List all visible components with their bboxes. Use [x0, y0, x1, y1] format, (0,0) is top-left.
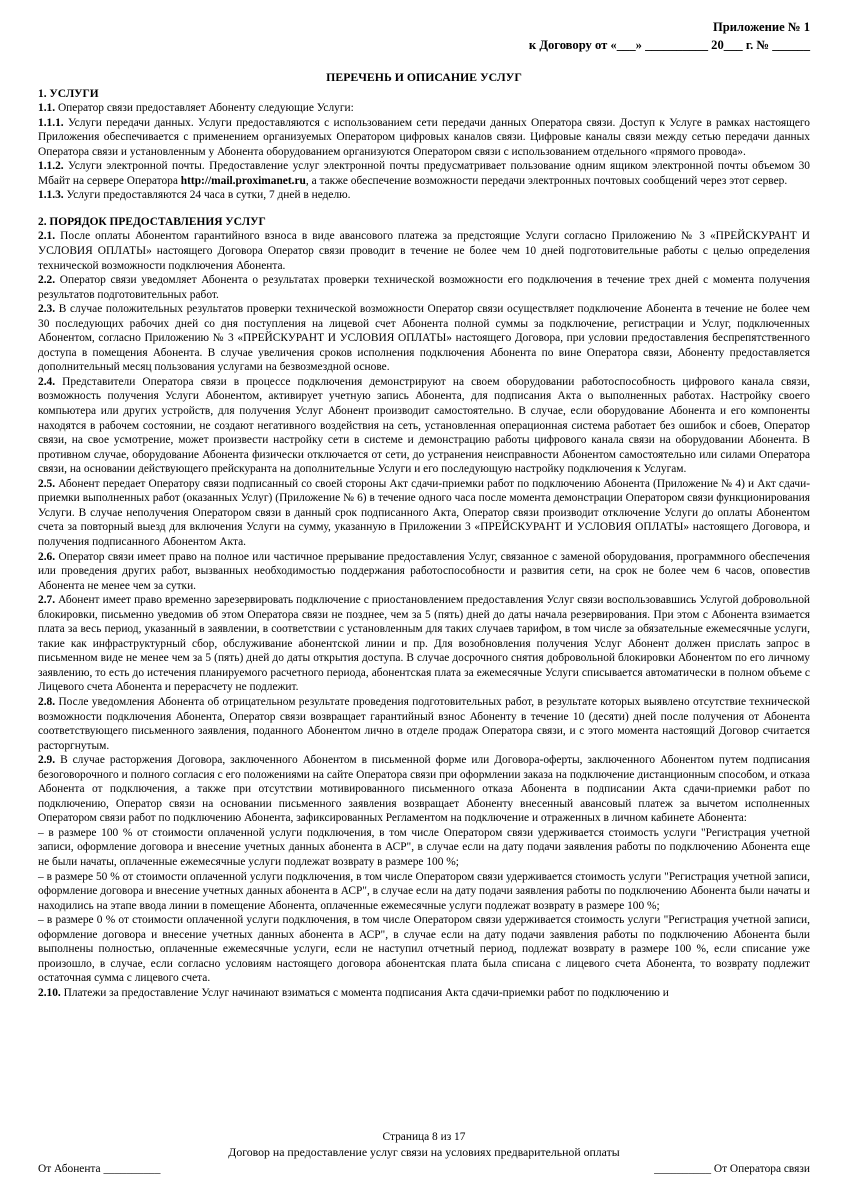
clause-2-5 — [38, 477, 810, 550]
clause-2-9 — [38, 753, 810, 826]
clause-number: 2.9. — [38, 754, 56, 767]
clause-text: Представители Оператора связи в процессе подключения демонстрируют на своем оборудовании работоспособность цифрового канала связи, возможность получения Услуги Абонентом, активирует учетную запись Абонента, для подписания Акта о выполненных работах. Настройку своего компьютера или других устройств, для получения Услуг Абонент производит самостоятельно. В случае, если оборудование Абонента и его компоненты находятся в рабочем состоянии, не создают негативного воздействия на сеть, установленная операционная система работает без ошибок и сбоев, Оператор связи, на свое усмотрение, может произвести настройку сети в системе и демонстрацию работы цифрового канала связи на оборудовании Абонента. В противном случае, оборудование Абонента физически отключается от сети, до устранения неисправности Абонентом самостоятельно или силами Оператора связи, на основании действующего прейскуранта на дополнительные Услуги и его последующую настройку подключения к Услугам. — [38, 375, 810, 476]
clause-2-3 — [38, 302, 810, 375]
document-name-footer: Договор на предоставление услуг связи на условиях предварительной оплаты — [228, 1145, 620, 1159]
clause-number: 2.5. — [38, 477, 56, 490]
clause-number: 1.1. — [38, 102, 56, 115]
section-heading-procedure: 2. ПОРЯДОК ПРЕДОСТАВЛЕНИЯ УСЛУГ — [38, 215, 266, 228]
clause-2-7 — [38, 593, 810, 695]
clause-number: 2.4. — [38, 375, 56, 388]
clause-2-6 — [38, 550, 810, 594]
document-title: ПЕРЕЧЕНЬ И ОПИСАНИЕ УСЛУГ — [326, 70, 522, 84]
operator-signature: __________ От Оператора связи — [654, 1163, 810, 1175]
clause-2-10 — [38, 986, 810, 1001]
appendix-number: Приложение № 1 — [712, 20, 810, 34]
clause-text: Оператор связи уведомляет Абонента о результатах проверки технической возможности его подключения в течение трех дней с момента получения результатов подготовительных работ. — [38, 274, 810, 301]
clause-2-8 — [38, 695, 810, 753]
refund-item-0: – в размере 0 % от стоимости оплаченной услуги подключения, в том числе Оператором связи удерживается стоимость услуги "Регистрация учетной записи, оформление договора и внесение учетных данных абонента в АСР", в случае если на дату подачи заявления работы по подключению Абонента были выполнены полностью, оплаченные ежемесячные услуги, если не наступил отчетный период, подлежат возврату в размере 100 %, если списание уже произошло, в случае, если согласно условиям настоящего договора абонентская плата была списана с лицевого счета Абонента, то возврату подлежит остаточная сумма с лицевого счета. — [38, 914, 810, 985]
subscriber-signature: От Абонента __________ — [38, 1163, 161, 1175]
contract-reference: к Договору от «___» __________ 20___ г. № ______ — [528, 38, 810, 52]
clause-number: 2.8. — [38, 695, 56, 708]
refund-item-50: – в размере 50 % от стоимости оплаченной услуги подключения, в том числе Оператором связи удерживается стоимость услуги "Регистрация учетной записи, оформление договора и внесение учетных данных абонента в АСР", в случае если на дату подачи заявления работы по подключению Абонента были начаты и находились на этапе ввода линии в помещение Абонента, оплаченные ежемесячные услуги подлежат возврату в размере 100 %; — [38, 870, 810, 912]
appendix-header — [529, 18, 810, 54]
document-body — [38, 70, 810, 1000]
clause-text: Услуги передачи данных. Услуги предоставляются с использованием сети передачи данных Оператора связи. Доступ к Услуге в рамках настоящего Приложения обеспечивается с применением организуемых Оператором цифровых каналов связи. Цифровые каналы связи между сетью передачи данных Оператора связи и установленным у Абонента оборудованием организуются Оператором связи с использованием отдельного «прямого провода». — [38, 116, 810, 158]
clause-text: Оператор связи предоставляет Абоненту следующие Услуги: — [57, 102, 354, 115]
clause-2-4 — [38, 375, 810, 477]
clause-number: 2.6. — [38, 550, 56, 563]
clause-number: 2.7. — [38, 594, 56, 607]
clause-number: 1.1.1. — [38, 116, 64, 129]
clause-number: 1.1.2. — [38, 160, 64, 173]
clause-text: Услуги электронной почты. Предоставление услуг электронной почты предусматривает пользование одним ящиком электронной почты объемом 30 Мбайт на сервере Оператора — [38, 160, 810, 187]
clause-1-1-3 — [38, 188, 810, 203]
clause-number: 2.2. — [38, 274, 56, 287]
clause-number: 2.10. — [38, 986, 61, 999]
clause-text: Услуги предоставляются 24 часа в сутки, 7 дней в неделю. — [66, 189, 351, 202]
mail-server-link[interactable]: http://mail.proximanet.ru — [180, 174, 306, 187]
clause-1-1-1 — [38, 116, 810, 160]
clause-text: После оплаты Абонентом гарантийного взноса в виде авансового платежа за предстоящие Услуги согласно Приложению № 3 «ПРЕЙСКУРАНТ И УСЛОВИЯ ОПЛАТЫ» настоящего Договора Оператор связи проводит в течение не более чем 10 дней подготовительные работы с целью определения технической возможности подключения Абонента. — [38, 230, 810, 272]
clause-number: 1.1.3. — [38, 189, 64, 202]
clause-text-continued: , а также обеспечение возможности передачи электронных почтовых сообщений через этот сервер. — [305, 174, 788, 187]
clause-text: После уведомления Абонента об отрицательном результате проведения подготовительных работ, в результате которых выявлено отсутствие технической возможности подключения Абонента, Оператор связи возвращает гарантийный взнос Абоненту в течение 10 (десяти) дней после получения от Абонента соответствующего письменного заявления, поданного Абонентом лично в отделе продаж Оператора связи, и с этого момента настоящий Договор считается расторгнутым. — [38, 695, 810, 752]
refund-item-100: – в размере 100 % от стоимости оплаченной услуги подключения, в том числе Оператором связи удерживается стоимость услуги "Регистрация учетной записи, оформление договора и внесение учетных данных абонента в АСР", в случае если на дату подачи заявления работы по подключению Абонента еще не были начаты, оплаченные ежемесячные услуги подлежат возврату в размере 100 %; — [38, 826, 810, 868]
section-heading-services: 1. УСЛУГИ — [38, 87, 99, 100]
clause-text: Оператор связи имеет право на полное или частичное прерывание предоставления Услуг, связанное с заменой оборудования, программного обеспечения или проведения других работ, вызванных необходимостью поддержания работоспособности и развития сети, на срок не более чем 6 часов, оповестив Абонента не менее чем за сутки. — [38, 550, 810, 592]
clause-text: Платежи за предоставление Услуг начинают взиматься с момента подписания Акта сдачи-приемки работ по подключению и — [63, 986, 669, 999]
clause-text: Абонент передает Оператору связи подписанный со своей стороны Акт сдачи-приемки работ по подключению Абонента (Приложение № 4) и Акт сдачи-приемки выполненных работ (оказанных Услуг) (Приложение № 6) в течение одного часа после момента демонстрации Оператором связи функционирования Услуги. В случае неполучения Оператором связи в данный срок подписанного Акта, Оператор связи производит отключение Услуги до оплаты Абонентом счета за повторный выезд для включения Услуги на сумму, указанную в Приложении 3 «ПРЕЙСКУРАНТ И УСЛОВИЯ ОПЛАТЫ» настоящего Договора, и получения подписанного Абонентом Акта. — [38, 477, 810, 548]
clause-2-2 — [38, 273, 810, 302]
clause-number: 2.3. — [38, 303, 56, 316]
clause-1-1-2 — [38, 159, 810, 188]
clause-text: В случае положительных результатов проверки технической возможности Оператор связи осуществляет подключение Абонента в течение не более чем 30 последующих рабочих дней со дня поступления на лицевой счет Абонента полной суммы за подключение, регистрации и Услуг, подключенных Абонентом, согласно Приложению № 3 «ПРЕЙСКУРАНТ И УСЛОВИЯ ОПЛАТЫ» настоящего Договора, при условии предоставления беспрепятственного доступа в помещения Абонента. В случае увеличения сроков исполнения подключения Абонента по вине Оператора связи, Абоненту предоставляется дополнительный месяц пользования услугами на безвозмездной основе. — [38, 303, 810, 374]
clause-number: 2.1. — [38, 230, 56, 243]
clause-text: Абонент имеет право временно зарезервировать подключение с приостановлением предоставления Услуг связи воспользовавшись Услугой добровольной блокировки, письменно уведомив об этом Оператора связи не позднее, чем за 5 (пять) дней до даты начала резервирования. При этом с Абонента взимается плата за весь период, указанный в заявлении, в соответствии с установленным для таких случаев тарифом, в том числе за обязательные ежемесячные услуги, такие как инфраструктурный сбор, обслуживание абонентской линии и пр. Для возобновления получения Услуг Абонент должен прислать запрос в письменном виде не менее чем за 5 (пять) дней до даты открытия доступа. В случае досрочного снятия добровольной блокировки Абонентом по его личному заявлению, то есть до истечения планируемого расчетного периода, абонентская плата за ежемесячные Услуги списывается автоматически в полном объеме с Лицевого счета Абонента и перерасчету не подлежит. — [38, 594, 810, 694]
page-number: Страница 8 из 17 — [382, 1131, 466, 1143]
clause-1-1 — [38, 101, 810, 116]
clause-2-1 — [38, 229, 810, 273]
clause-text: В случае расторжения Договора, заключенного Абонентом в письменной форме или Договора-оферты, заключенного Абонентом путем подписания безоговорочного и полного согласия с его положениями на сайте Оператора связи при оформлении заказа на подключение дистанционным способом, и отказа Абонента от подключения, а также при отсутствии мотивированного письменного отказа Абонента в подписании Акта сдачи-приемки работ по подключению, Оператор связи на основании письменного заявления возвращает Абоненту внесенный авансовый платеж за вычетом исполненных Оператором связи работ по подключению Абонента, зафиксированных Регламентом на подключение и отраженных в личном кабинете Абонента: — [38, 754, 810, 825]
